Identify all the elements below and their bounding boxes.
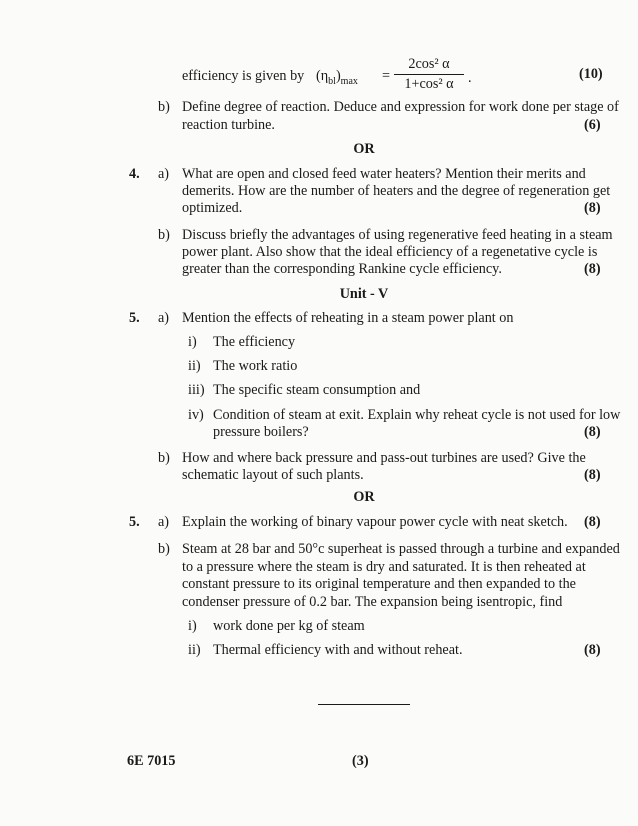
q3b-line-1: Define degree of reaction. Deduce and expression for work done per stage of [182, 99, 619, 115]
q5alt-b-line-3: constant pressure to its original temperature and then expanded to the [182, 576, 576, 592]
q5a-item-2-label: ii) [188, 358, 201, 374]
footer-paper-code: 6E 7015 [127, 753, 176, 769]
q5a-item-1-text: The efficiency [213, 334, 296, 350]
q5a-item-3-label: iii) [188, 382, 205, 398]
q3a-eta-symbol: $(\eta_{bl})_{max}$ [316, 68, 358, 87]
q4a-line-2: demerits. How are the number of heaters and the degree of regeneration get [182, 183, 611, 199]
q5alt-b-item-2-text: Thermal efficiency with and without reheat. [213, 642, 463, 658]
q5alt-a-label: a) [158, 514, 170, 530]
q3b-label: b) [158, 99, 170, 115]
q3a-denominator: 1+cos² α [404, 76, 454, 92]
q5alt-b-item-2-label: ii) [188, 642, 201, 658]
q3b-line-2: reaction turbine. [182, 117, 275, 133]
q5a-item-4-text-2: pressure boilers? [213, 424, 309, 440]
q4b-line-1: Discuss briefly the advantages of using regenerative feed heating in a steam [182, 227, 613, 243]
q5alt-b-item-1-text: work done per kg of steam [213, 618, 365, 634]
q4a-marks: (8) [584, 200, 601, 216]
q5alt-b-line-4: condenser pressure of 0.2 bar. The expansion being isentropic, find [182, 594, 563, 610]
q5a-label: a) [158, 310, 170, 326]
q5a-item-3-text: The specific steam consumption and [213, 382, 421, 398]
q5a-item-4-text: Condition of steam at exit. Explain why reheat cycle is not used for low [213, 407, 621, 423]
q3a-numerator: 2cos² α [408, 56, 450, 72]
q3a-fraction [394, 56, 464, 93]
q4b-marks: (8) [584, 261, 601, 277]
q4b-line-2: power plant. Also show that the ideal efficiency of a regenetative cycle is [182, 244, 598, 260]
end-rule [318, 704, 410, 705]
q5alt-b-marks: (8) [584, 642, 601, 658]
unit-heading: Unit - V [339, 286, 389, 302]
q3a-formula-prefix: efficiency is given by [182, 68, 305, 84]
q4-number: 4. [129, 166, 140, 182]
q5alt-b-label: b) [158, 541, 170, 557]
q5a-marks: (8) [584, 424, 601, 440]
q5alt-a-marks: (8) [584, 514, 601, 530]
q5alt-number: 5. [129, 514, 140, 530]
q4a-line-1: What are open and closed feed water heaters? Mention their merits and [182, 166, 586, 182]
q5alt-b-line-1: Steam at 28 bar and 50°c superheat is passed through a turbine and expanded [182, 541, 620, 557]
q3a-marks: (10) [579, 66, 603, 82]
fraction-bar [394, 74, 464, 75]
q3b-marks: (6) [584, 117, 601, 133]
or-divider-1: OR [353, 141, 375, 157]
q5a-item-1-label: i) [188, 334, 197, 350]
q5a-item-4-label: iv) [188, 407, 204, 423]
or-divider-2: OR [353, 489, 375, 505]
q4a-label: a) [158, 166, 170, 182]
footer-page-number: (3) [352, 753, 369, 769]
q5a-text: Mention the effects of reheating in a steam power plant on [182, 310, 514, 326]
q3a-dot: . [468, 70, 472, 86]
q5-number: 5. [129, 310, 140, 326]
q5alt-b-item-1-label: i) [188, 618, 197, 634]
q5b-label: b) [158, 450, 170, 466]
q4b-label: b) [158, 227, 170, 243]
q5a-item-2-text: The work ratio [213, 358, 298, 374]
q4b-line-3: greater than the corresponding Rankine cycle efficiency. [182, 261, 502, 277]
q5alt-b-line-2: to a pressure where the steam is dry and saturated. It is then reheated at [182, 559, 586, 575]
q3a-equals: = [382, 68, 391, 84]
q4a-line-3: optimized. [182, 200, 243, 216]
q5b-line-1: How and where back pressure and pass-out turbines are used? Give the [182, 450, 586, 466]
q5b-marks: (8) [584, 467, 601, 483]
q5alt-a-text: Explain the working of binary vapour power cycle with neat sketch. [182, 514, 568, 530]
q5b-line-2: schematic layout of such plants. [182, 467, 364, 483]
